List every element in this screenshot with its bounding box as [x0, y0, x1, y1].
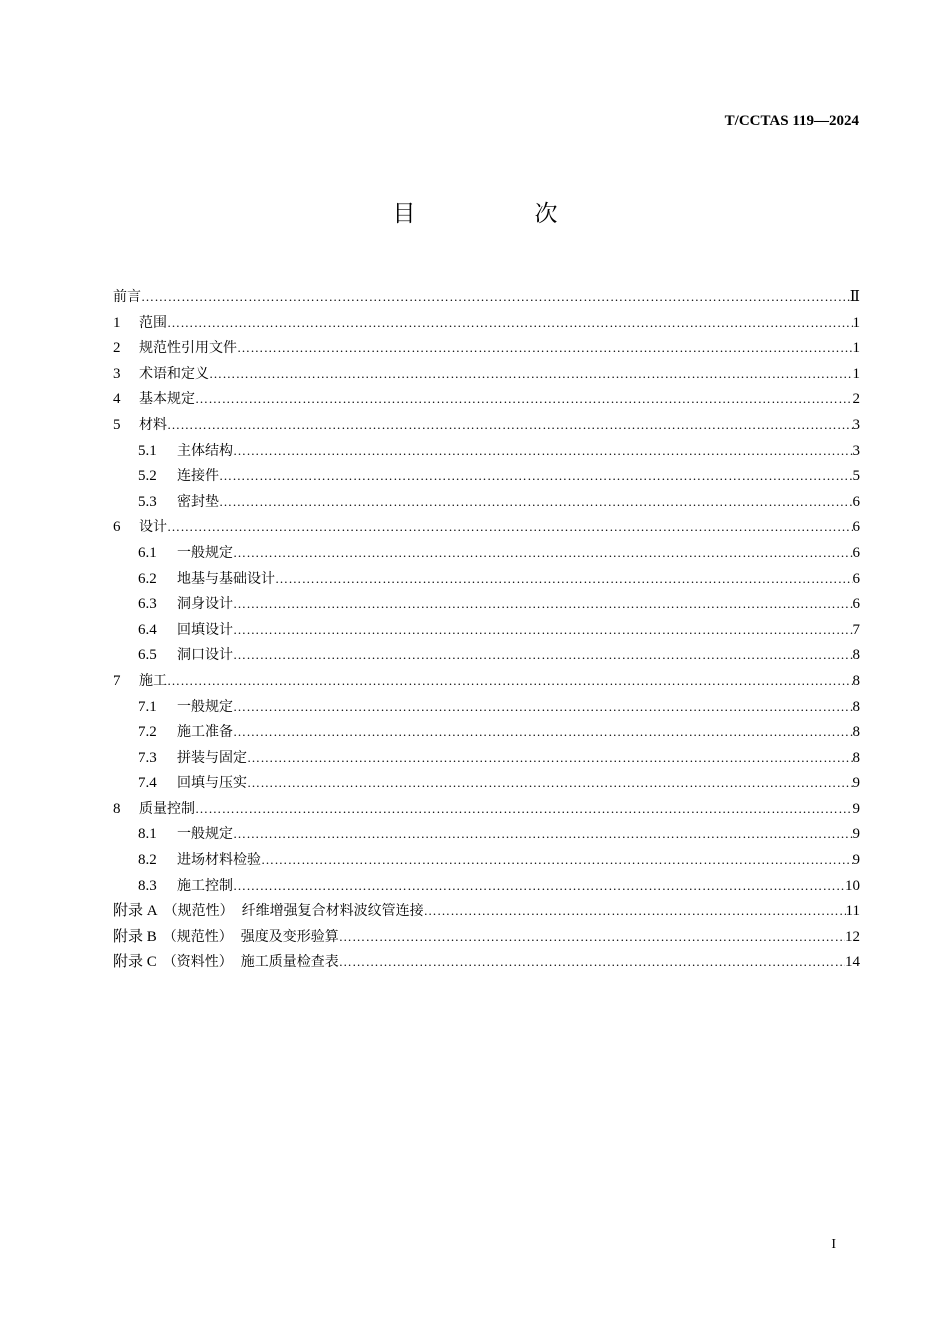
toc-entry-text: 进场材料检验	[177, 852, 261, 869]
toc-title: 目 次	[392, 201, 606, 227]
toc-entry-text: 洞口设计	[177, 647, 233, 664]
toc-entry-page: 9	[852, 852, 860, 869]
dot-leader	[261, 847, 853, 873]
toc-entry-number: 6.1	[138, 544, 157, 561]
dot-leader	[141, 284, 850, 310]
toc-entry-number: 5.2	[138, 468, 157, 485]
toc-entry-number: 7.2	[138, 724, 157, 741]
toc-entry-page: 8	[852, 698, 860, 715]
toc-entry-text: 一般规定	[177, 826, 233, 843]
toc-entry-appendix-b[interactable]	[113, 924, 860, 950]
toc-entry-3[interactable]	[113, 361, 860, 387]
dot-leader	[209, 361, 853, 387]
toc-entry-7-4[interactable]	[113, 770, 860, 796]
toc-entry-number: 6.4	[138, 621, 157, 638]
dot-leader	[219, 489, 853, 515]
toc-entry-page: 1	[852, 365, 860, 382]
dot-leader	[233, 438, 853, 464]
dot-leader	[219, 463, 853, 489]
toc-entry-page: 6	[852, 519, 860, 536]
toc-entry-text: 回填设计	[177, 621, 233, 638]
toc-entry-8-1[interactable]	[113, 821, 860, 847]
toc-entry-1[interactable]	[113, 310, 860, 336]
toc-entry-text: 拼装与固定	[177, 749, 247, 766]
toc-entry-number: 3	[113, 365, 121, 382]
toc-entry-number: 8	[113, 800, 121, 817]
toc-entry-text: 基本规定	[139, 391, 195, 408]
toc-entry-number: 2	[113, 340, 121, 357]
toc-entry-text: 一般规定	[177, 698, 233, 715]
toc-entry-number: 5	[113, 416, 121, 433]
toc-entry-page: 8	[852, 672, 860, 689]
toc-entry-page: 3	[852, 416, 860, 433]
toc-entry-classification: （规范性）	[162, 928, 233, 945]
toc-entry-page: 8	[852, 749, 860, 766]
toc-entry-text: 连接件	[177, 468, 219, 485]
toc-entry-7-3[interactable]	[113, 745, 860, 771]
toc-entry-5-2[interactable]	[113, 463, 860, 489]
toc-entry-classification: （规范性）	[163, 903, 234, 920]
toc-entry-text: 质量控制	[139, 800, 195, 817]
dot-leader	[247, 770, 853, 796]
toc-entry-6-1[interactable]	[113, 540, 860, 566]
dot-leader	[233, 540, 853, 566]
toc-entry-page: 3	[852, 442, 860, 459]
document-code: T/CCTAS 119—2024	[724, 113, 859, 129]
toc-entry-7-2[interactable]	[113, 719, 860, 745]
dot-leader	[339, 949, 845, 975]
toc-entry-page: 12	[845, 928, 860, 945]
toc-entry-appendix-c[interactable]	[113, 949, 860, 975]
toc-entry-2[interactable]	[113, 335, 860, 361]
toc-entry-page: 5	[852, 468, 860, 485]
toc-entry-page: 8	[852, 647, 860, 664]
dot-leader	[247, 745, 853, 771]
dot-leader	[233, 591, 853, 617]
toc-entry-6-2[interactable]	[113, 566, 860, 592]
toc-entry-number: 8.3	[138, 877, 157, 894]
dot-leader	[167, 412, 853, 438]
toc-entry-number: 5.1	[138, 442, 157, 459]
toc-entry-text: 纤维增强复合材料波纹管连接	[241, 903, 424, 920]
toc-entry-foreword[interactable]	[113, 284, 860, 310]
dot-leader	[339, 924, 845, 950]
dot-leader	[195, 386, 853, 412]
toc-entry-text: 回填与压实	[177, 775, 247, 792]
toc-entry-page: 9	[852, 775, 860, 792]
dot-leader	[167, 668, 853, 694]
toc-entry-page: 2	[852, 391, 860, 408]
toc-entry-number: 附录 B	[113, 928, 157, 945]
table-of-contents	[113, 284, 860, 975]
dot-leader	[424, 898, 846, 924]
toc-entry-text: 范围	[139, 314, 167, 331]
toc-entry-8-3[interactable]	[113, 873, 860, 899]
toc-entry-text: 施工质量检查表	[240, 954, 339, 971]
dot-leader	[233, 642, 853, 668]
toc-entry-text: 洞身设计	[177, 596, 233, 613]
toc-entry-page: 9	[852, 826, 860, 843]
dot-leader	[195, 796, 853, 822]
toc-entry-5-1[interactable]	[113, 438, 860, 464]
toc-entry-7[interactable]	[113, 668, 860, 694]
dot-leader	[237, 335, 853, 361]
toc-entry-number: 6.2	[138, 570, 157, 587]
toc-entry-5[interactable]	[113, 412, 860, 438]
toc-entry-page: 6	[852, 596, 860, 613]
toc-entry-8[interactable]	[113, 796, 860, 822]
toc-entry-number: 7.1	[138, 698, 157, 715]
toc-entry-page: 7	[852, 621, 860, 638]
toc-entry-page: 9	[852, 800, 860, 817]
toc-entry-page: 1	[852, 314, 860, 331]
dot-leader	[233, 873, 845, 899]
toc-entry-text: 强度及变形验算	[240, 928, 339, 945]
toc-entry-number: 7.4	[138, 775, 157, 792]
toc-entry-7-1[interactable]	[113, 694, 860, 720]
toc-entry-8-2[interactable]	[113, 847, 860, 873]
toc-entry-page: 1	[852, 340, 860, 357]
toc-entry-number: 1	[113, 314, 121, 331]
toc-entry-page: Ⅱ	[849, 289, 860, 305]
dot-leader	[275, 566, 853, 592]
dot-leader	[233, 617, 853, 643]
page-number: I	[831, 1237, 836, 1252]
toc-entry-text: 术语和定义	[139, 365, 209, 382]
toc-entry-number: 4	[113, 391, 121, 408]
toc-entry-number: 6	[113, 519, 121, 536]
toc-entry-page: 10	[845, 877, 860, 894]
toc-entry-text: 地基与基础设计	[177, 570, 275, 587]
toc-entry-4[interactable]	[113, 386, 860, 412]
toc-entry-number: 7.3	[138, 749, 157, 766]
toc-entry-page: 14	[845, 954, 860, 971]
toc-entry-page: 8	[852, 724, 860, 741]
toc-entry-number: 5.3	[138, 493, 157, 510]
toc-entry-text: 前言	[113, 289, 141, 305]
toc-entry-number: 8.2	[138, 852, 157, 869]
toc-entry-6-5[interactable]	[113, 642, 860, 668]
toc-entry-text: 材料	[139, 416, 167, 433]
dot-leader	[167, 310, 853, 336]
toc-entry-appendix-a[interactable]	[113, 898, 860, 924]
toc-entry-text: 密封垫	[177, 493, 219, 510]
toc-entry-number: 附录 C	[113, 954, 157, 971]
toc-entry-number: 6.3	[138, 596, 157, 613]
toc-entry-6[interactable]	[113, 514, 860, 540]
toc-entry-text: 规范性引用文件	[139, 340, 237, 357]
toc-entry-text: 施工	[139, 672, 167, 689]
toc-entry-page: 6	[852, 493, 860, 510]
dot-leader	[233, 821, 853, 847]
toc-entry-text: 一般规定	[177, 544, 233, 561]
toc-entry-page: 11	[845, 903, 860, 920]
dot-leader	[233, 719, 853, 745]
toc-entry-text: 主体结构	[177, 442, 233, 459]
dot-leader	[233, 694, 853, 720]
toc-entry-number: 8.1	[138, 826, 157, 843]
toc-entry-number: 6.5	[138, 647, 157, 664]
toc-entry-6-4[interactable]	[113, 617, 860, 643]
toc-entry-classification: （资料性）	[162, 954, 233, 971]
dot-leader	[167, 514, 853, 540]
toc-entry-number: 附录 A	[113, 903, 158, 920]
toc-entry-number: 7	[113, 672, 121, 689]
toc-entry-5-3[interactable]	[113, 489, 860, 515]
toc-entry-text: 设计	[139, 519, 167, 536]
toc-entry-page: 6	[852, 544, 860, 561]
toc-entry-6-3[interactable]	[113, 591, 860, 617]
toc-entry-text: 施工准备	[177, 724, 233, 741]
toc-entry-page: 6	[852, 570, 860, 587]
toc-entry-text: 施工控制	[177, 877, 233, 894]
